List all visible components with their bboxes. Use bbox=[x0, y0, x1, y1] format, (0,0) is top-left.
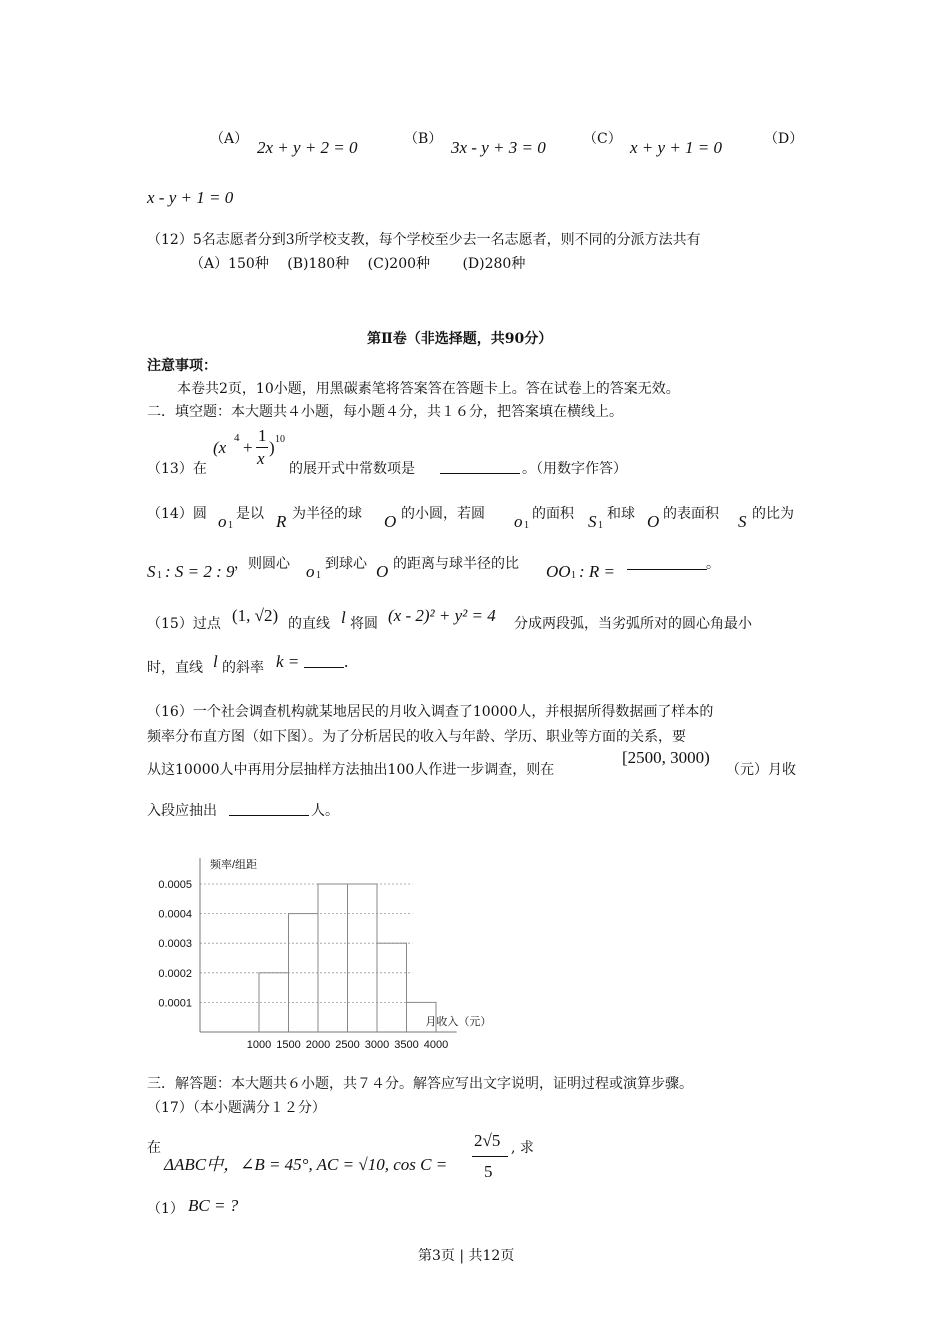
question-14-text-a: （14）圆 bbox=[147, 506, 207, 522]
x-tick-label: 2000 bbox=[305, 1039, 331, 1051]
section-3-heading: 三．解答题：本大题共６小题，共７４分。解答应写出文字说明，证明过程或演算步骤。 bbox=[147, 1076, 693, 1092]
question-17-fraction bbox=[472, 1131, 512, 1187]
notice-text: 本卷共2页，10小题，用黑碳素笔将答案答在答题卡上。答在试卷上的答案无效。 bbox=[177, 381, 680, 397]
question-16-line-4b: 人。 bbox=[311, 803, 339, 819]
option-c-equation: x + y + 1 = 0 bbox=[630, 138, 723, 157]
question-14-text-c: 为半径的球 bbox=[292, 506, 362, 522]
question-14-text-h: 的比为 bbox=[752, 506, 794, 522]
question-17-title: （17）（本小题满分１２分） bbox=[147, 1100, 326, 1116]
question-15-text-e: 时，直线 bbox=[147, 660, 203, 676]
answer-blank-14[interactable] bbox=[627, 560, 707, 570]
x-tick-label: 1500 bbox=[276, 1039, 301, 1051]
question-15-text-d: 分成两段弧，当劣弧所对的圆心角最小 bbox=[514, 616, 752, 632]
fill-in-heading: 二．填空题：本大题共４小题，每小题４分，共１６分，把答案填在横线上。 bbox=[147, 404, 623, 420]
answer-blank-16[interactable] bbox=[229, 801, 309, 816]
circle-o1-symbol-3: o bbox=[306, 562, 315, 581]
question-14-text-k: 的距离与球半径的比 bbox=[393, 556, 519, 572]
distance-ratio: : R = bbox=[579, 562, 616, 581]
question-14-text-f: 和球 bbox=[607, 506, 635, 522]
x-axis-label: 月收入（元） bbox=[425, 1016, 492, 1028]
y-tick-label: 0.0001 bbox=[158, 997, 192, 1010]
radius-r-symbol: R bbox=[276, 512, 287, 531]
area-s1-symbol: S bbox=[588, 512, 597, 531]
notice-title: 注意事项： bbox=[147, 358, 217, 374]
y-tick-label: 0.0005 bbox=[158, 879, 192, 891]
income-interval: [2500, 3000) bbox=[622, 748, 710, 767]
question-16-line-2: 频率分布直方图（如下图）。为了分析居民的收入与年龄、学历、职业等方面的关系，要 bbox=[147, 729, 686, 745]
histogram-bar bbox=[348, 884, 378, 1032]
sphere-o-symbol-3: O bbox=[376, 562, 389, 581]
question-12-stem: （12）5名志愿者分到3所学校支教，每个学校至少去一名志愿者，则不同的分派方法共有 bbox=[147, 232, 701, 248]
question-16-line-3a: 从这10000人中再用分层抽样方法抽出100人作进一步调查，则在 bbox=[147, 762, 555, 778]
subscript-1: 1 bbox=[157, 570, 162, 581]
fraction-bar bbox=[256, 447, 268, 448]
question-15-text-a: （15）过点 bbox=[147, 616, 221, 632]
question-17-expression: ΔABC中，∠B = 45°, AC = √10, cos C = bbox=[164, 1155, 448, 1174]
question-15-text-b: 的直线 bbox=[288, 616, 330, 632]
y-tick-label: 0.0004 bbox=[158, 908, 192, 921]
page-footer: 第3页 | 共12页 bbox=[418, 1248, 515, 1264]
question-14-text-g: 的表面积 bbox=[663, 506, 719, 522]
fraction-numerator: 1 bbox=[258, 426, 267, 445]
option-a-equation: 2x + y + 2 = 0 bbox=[257, 138, 358, 157]
question-15-text-c: 将圆 bbox=[350, 616, 378, 632]
fraction-bar bbox=[472, 1156, 508, 1157]
fraction-numerator: 2√5 bbox=[474, 1131, 501, 1150]
question-14-text-d: 的小圆，若圆 bbox=[401, 506, 485, 522]
option-a-label: （A） bbox=[210, 131, 249, 147]
x-tick-label: 4000 bbox=[423, 1039, 449, 1051]
y-tick-label: 0.0002 bbox=[158, 967, 192, 980]
expr-plus: + bbox=[243, 438, 253, 457]
histogram-bar bbox=[318, 884, 348, 1032]
option-c-label: （C） bbox=[583, 131, 622, 147]
sphere-o-symbol: O bbox=[384, 512, 397, 531]
distance-oo1: OO bbox=[546, 562, 571, 581]
x-tick-label: 3500 bbox=[394, 1039, 419, 1051]
frequency-histogram bbox=[140, 850, 540, 1055]
ratio-equation: : S = 2 : 9 bbox=[165, 562, 235, 581]
slope-k: k = bbox=[276, 652, 300, 671]
ratio-s1: S bbox=[147, 562, 156, 581]
question-12-options: （A）150种 (B)180种 (C)200种 (D)280种 bbox=[190, 256, 526, 272]
option-b-equation: 3x - y + 3 = 0 bbox=[451, 138, 546, 157]
question-17-suffix: , 求 bbox=[511, 1140, 534, 1156]
question-15-text-f: 的斜率 bbox=[222, 660, 264, 676]
section-2-title: 第Ⅱ卷（非选择题，共90分） bbox=[367, 331, 553, 347]
fraction-denominator: 5 bbox=[484, 1162, 493, 1181]
question-15-dot: . bbox=[344, 652, 349, 671]
question-14-text-e: 的面积 bbox=[532, 506, 574, 522]
expr-close: ) bbox=[269, 438, 275, 457]
answer-blank-15[interactable] bbox=[304, 653, 344, 668]
circle-o1-symbol: o bbox=[218, 512, 227, 531]
subscript-1: 1 bbox=[316, 570, 321, 581]
expr-power: 10 bbox=[275, 434, 285, 445]
expr-base: (x bbox=[213, 438, 227, 457]
surface-s-symbol: S bbox=[738, 512, 747, 531]
histogram-bar bbox=[377, 943, 407, 1032]
circle-o1-symbol-2: o bbox=[514, 512, 523, 531]
subscript-1: 1 bbox=[571, 570, 576, 581]
question-13-expression bbox=[213, 428, 288, 473]
question-14-text-j: 到球心 bbox=[325, 556, 367, 572]
question-14-end: 。 bbox=[706, 556, 720, 572]
question-17-sub-1: （1） bbox=[147, 1201, 184, 1217]
question-14-text-b: 是以 bbox=[236, 506, 264, 522]
point-expression: (1, √2) bbox=[232, 606, 279, 625]
line-l-symbol-2: l bbox=[213, 652, 218, 671]
subscript-1: 1 bbox=[598, 520, 603, 531]
option-d-equation: x - y + 1 = 0 bbox=[147, 188, 234, 207]
subscript-1: 1 bbox=[524, 520, 529, 531]
question-17-sub-1-expr: BC = ? bbox=[188, 1196, 239, 1215]
question-17-prefix: 在 bbox=[147, 1140, 161, 1156]
x-tick-label: 1000 bbox=[246, 1039, 272, 1051]
question-16-line-4a: 入段应抽出 bbox=[147, 803, 217, 819]
subscript-1: 1 bbox=[228, 520, 233, 531]
y-tick-label: 0.0003 bbox=[158, 938, 192, 951]
expr-exponent: 4 bbox=[234, 432, 240, 444]
fraction-denominator: x bbox=[257, 449, 265, 468]
circle-equation: (x - 2)² + y² = 4 bbox=[388, 606, 496, 625]
line-l-symbol: l bbox=[341, 608, 346, 627]
question-13-prefix: （13）在 bbox=[147, 461, 207, 477]
option-b-label: （B） bbox=[404, 131, 443, 147]
question-13-tail: 。（用数字作答） bbox=[522, 461, 627, 477]
y-axis-label: 频率/组距 bbox=[210, 859, 258, 871]
question-16-line-3b: （元）月收 bbox=[726, 762, 796, 778]
question-16-line-1: （16）一个社会调查机构就某地居民的月收入调查了10000人，并根据所得数据画了样本的 bbox=[147, 704, 714, 720]
option-d-label: （D） bbox=[764, 131, 804, 147]
question-14-text-i: ，则圆心 bbox=[234, 556, 290, 572]
answer-blank-13[interactable] bbox=[440, 459, 520, 474]
x-tick-label: 3000 bbox=[364, 1039, 390, 1051]
sphere-o-symbol-2: O bbox=[647, 512, 660, 531]
question-13-suffix: 的展开式中常数项是 bbox=[289, 461, 415, 477]
x-tick-label: 2500 bbox=[335, 1039, 360, 1051]
